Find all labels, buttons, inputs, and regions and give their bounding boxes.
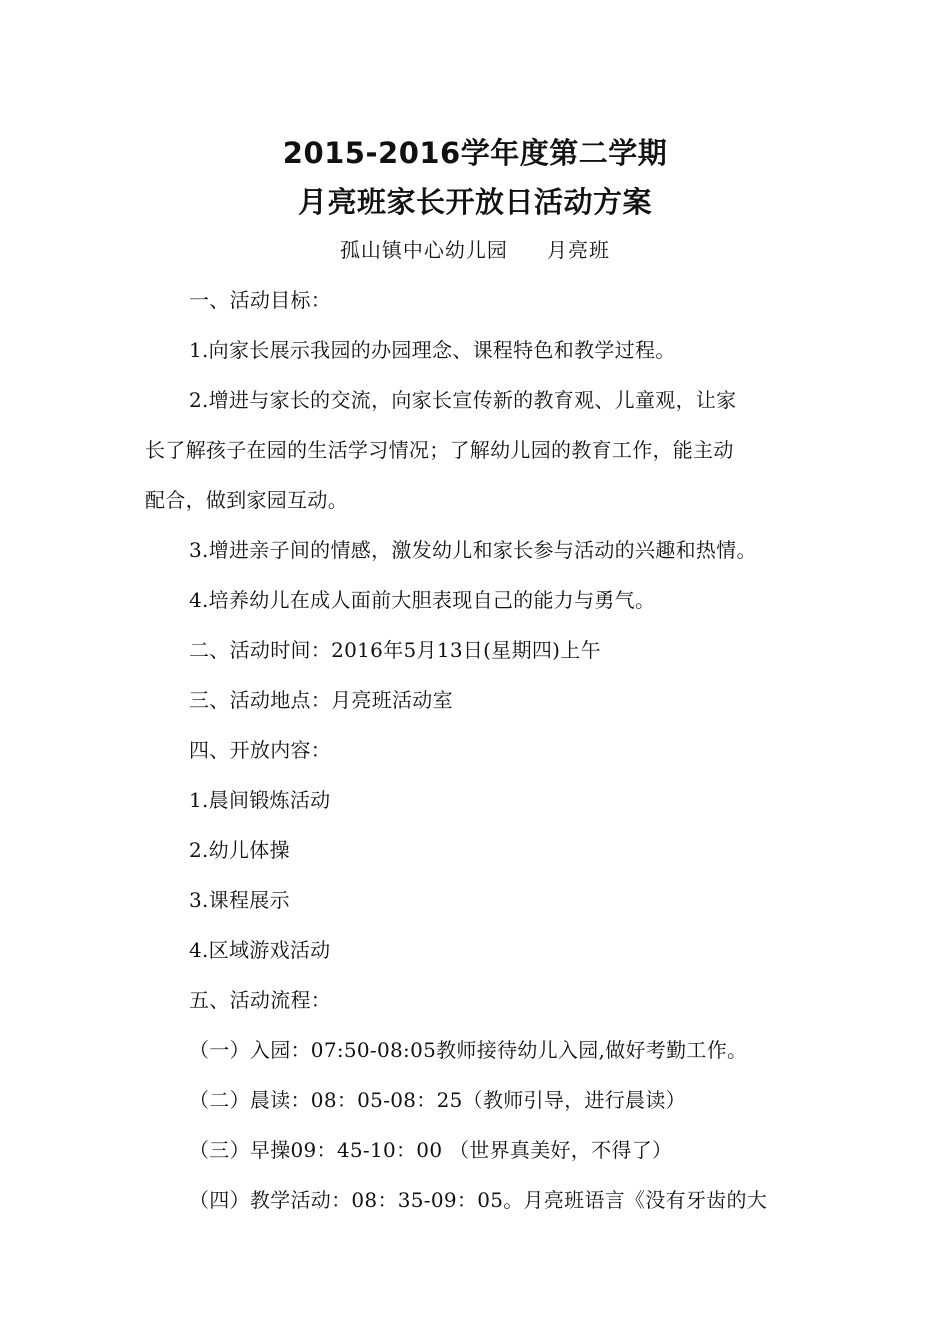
- goal-item-2-line-3: 配合，做到家园互动。: [145, 488, 348, 512]
- goal-item-1: 1.向家长展示我园的办园理念、课程特色和教学过程。: [189, 338, 676, 362]
- goal-item-2-line-1: 2.增进与家长的交流，向家长宣传新的教育观、儿童观，让家: [189, 388, 737, 412]
- process-step-3: （三）早操09：45-10：00 （世界真美好，不得了）: [189, 1138, 673, 1162]
- goal-item-2-line-2: 长了解孩子在园的生活学习情况；了解幼儿园的教育工作，能主动: [145, 438, 734, 462]
- content-item-1: 1.晨间锻炼活动: [189, 788, 331, 812]
- document-title-year: 2015-2016学年度第二学期: [282, 136, 668, 170]
- process-step-2: （二）晨读：08：05-08：25（教师引导，进行晨读）: [189, 1088, 686, 1112]
- content-item-2: 2.幼儿体操: [189, 838, 290, 862]
- section-heading-content: 四、开放内容：: [189, 738, 332, 762]
- process-step-1: （一）入园：07:50-08:05教师接待幼儿入园,做好考勤工作。: [189, 1038, 748, 1062]
- goal-item-4: 4.培养幼儿在成人面前大胆表现自己的能力与勇气。: [189, 588, 656, 612]
- content-item-3: 3.课程展示: [189, 888, 290, 912]
- section-heading-goals: 一、活动目标：: [189, 288, 332, 312]
- section-heading-process: 五、活动流程：: [189, 988, 332, 1012]
- goal-item-3: 3.增进亲子间的情感，激发幼儿和家长参与活动的兴趣和热情。: [189, 538, 757, 562]
- section-heading-location: 三、活动地点：月亮班活动室: [189, 688, 453, 712]
- document-title-main: 月亮班家长开放日活动方案: [297, 185, 652, 219]
- document-subtitle: 孤山镇中心幼儿园 月亮班: [339, 238, 611, 262]
- section-heading-time: 二、活动时间：2016年5月13日(星期四)上午: [189, 638, 601, 662]
- process-step-4: （四）教学活动：08：35-09：05。月亮班语言《没有牙齿的大: [189, 1188, 768, 1212]
- content-item-4: 4.区域游戏活动: [189, 938, 331, 962]
